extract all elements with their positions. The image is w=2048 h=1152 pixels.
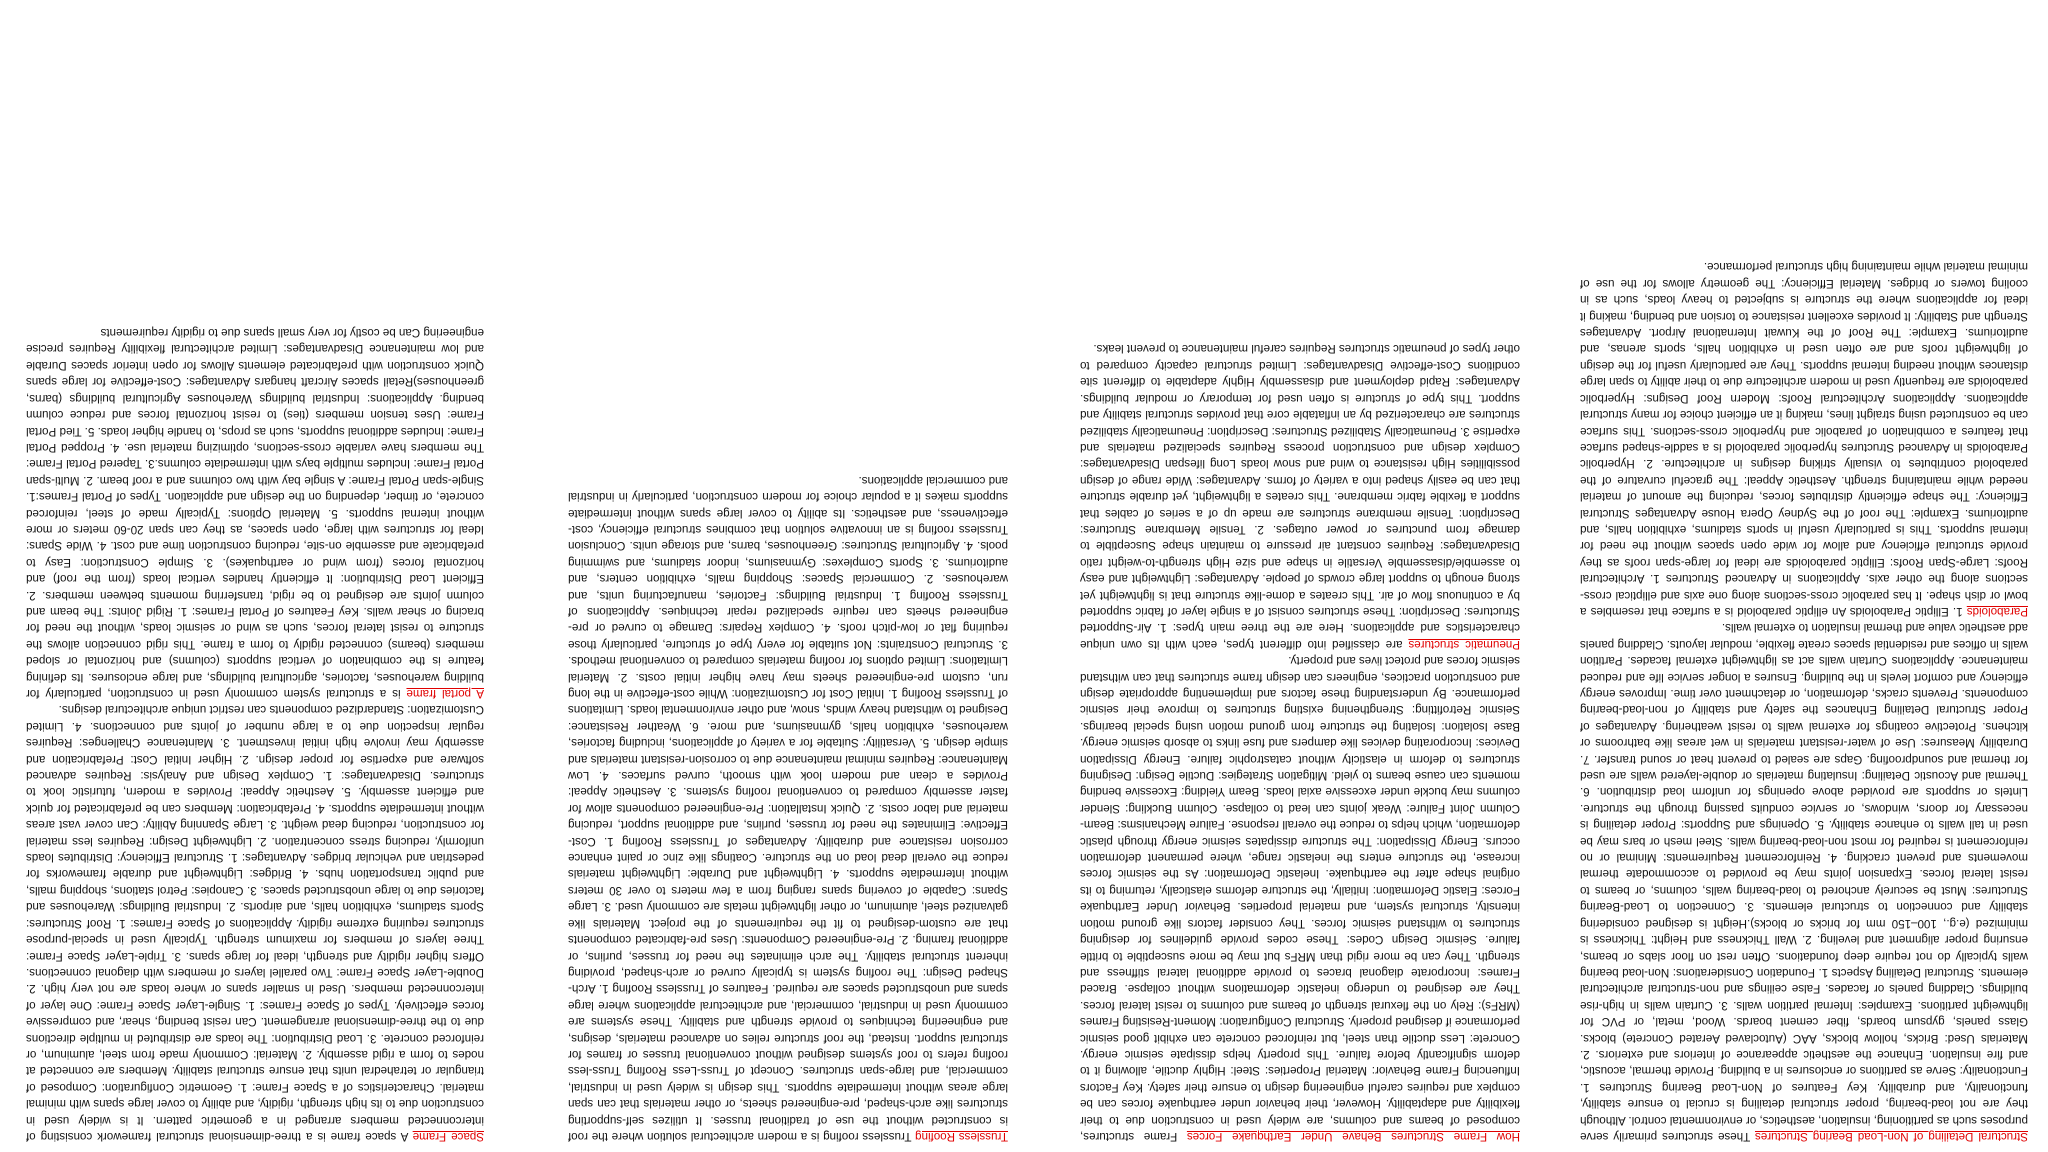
body-text: These structures primarily serve purposes such as partitioning, insulation, aesthetics, or environmental control. Although they are not load-bearing, proper structural detailing is crucial to ensure stability, functionality, and durability. Key Features of Non-Load Bearing Structures 1. Functionality: Serve as partitions or enclosures in a building. Provide thermal, acoustic, and fire insulation. Enhance the aesthetic appearance of interiors and exteriors. 2. Materials Used: Bricks, hollow blocks, AAC (Autoclaved Aerated Concrete) blocks. Glass panels, gypsum boards, fiber cement boards. Wood, metal, or PVC for lightweight partitions. Examples: Internal partition walls. 3. Curtain walls in high-rise buildings. Cladding panels or facades. False ceilings and non-structural architectural elements. Structural Detailing Aspects 1. Foundation Considerations: Non-load bearing walls typically do not require deep foundations. Often rest on floor slabs or beams, ensuring proper alignment and leveling. 2. Wall Thickness and Height: Thickness is minimized (e.g., 100–150 mm for bricks or blocks).Height is designed considering stability and connection to structural elements. 3. Connection to Load-Bearing Structures: Must be securely anchored to load-bearing walls, columns, or beams to resist lateral forces. Expansion joints may be provided to accommodate thermal movements and prevent cracking. 4. Reinforcement Requirements: Minimal or no reinforcement is required for most non-load-bearing walls. Steel mesh or bars may be used in tall walls to enhance stability. 5. Openings and Supports: Proper detailing is necessary for doors, windows, or service conduits passing through the structure. Lintels or supports are provided above openings for uniform load distribution. 6. Thermal and Acoustic Detailing: Insulating materials or double-layered walls are used for thermal and soundproofing. Gaps are sealed to prevent heat or sound transfer. 7. Durability Measures: Use of water-resistant materials in wet areas like bathrooms or kitchens. Protective coatings for external walls to resist weathering. Advantages of Proper Structural Detailing Enhances the safety and stability of non-load-bearing components. Prevents cracks, deformation, or detachment over time. Improves energy efficiency and comfort levels in the building. Ensures a longer service life and reduced maintenance. Applications Curtain walls act as lightweight external facades. Partition walls in offices and residential spaces create flexible, modular layouts. Cladding panels add aesthetic value and thermal insulation to external walls. [1580, 621, 2028, 1143]
heading: Trussless Roofing [915, 1130, 1008, 1143]
body-text: A space frame is a three-dimensional structural framework consisting of interconnected members arranged in a geometric pattern. It is widely used in construction due to its high strength, rigidity, and ability to cover large spans with minimal material. Characteristics of a Space Frame: 1. Geometric Configuration: Composed of triangular or tetrahedral units that ensure structural stability. Members are connected at nodes to form a rigid assembly. 2. Material: Commonly made from steel, aluminum, or reinforced concrete. 3. Load Distribution: The loads are distributed in multiple directions due to the three-dimensional arrangement. Can resist bending, shear, and compressive forces effectively. Types of Space Frames: 1. Single-Layer Space Frame: One layer of interconnected members. Used in smaller spans or where loads are not very high. 2. Double-Layer Space Frame: Two parallel layers of members with diagonal connections. Offers higher rigidity and strength, ideal for large spans. 3. Triple-Layer Space Frame: Three layers of members for maximum strength. Typically used in special-purpose structures requiring extreme rigidity. Applications of Space Frames: 1. Roof Structures: Sports stadiums, exhibition halls, and airports. 2. Industrial Buildings: Warehouses and factories due to large unobstructed spaces. 3. Canopies: Petrol stations, shopping malls, and public transportation hubs. 4. Bridges: Lightweight and durable frameworks for pedestrian and vehicular bridges. Advantages: 1. Structural Efficiency: Distributes loads uniformly, reducing stress concentration. 2. Lightweight Design: Requires less material for construction, reducing dead weight. 3. Large Spanning Ability: Can cover vast areas without intermediate supports. 4. Prefabrication: Members can be prefabricated for quick and efficient assembly. 5. Aesthetic Appeal: Provides a modern, futuristic look to structures. Disadvantages: 1. Complex Design and Analysis: Requires advanced software and expertise for proper design. 2. Higher Initial Cost: Prefabrication and assembly may involve high initial investment. 3. Maintenance Challenges: Requires regular inspection due to a large number of joints and connections. 4. Limited Customization: Standardized components can restrict unique architectural designs. [26, 703, 484, 1143]
section-pneumatic [1080, 340, 1520, 652]
body-text: Trussless roofing is a modern architectural solution where the roof is constructed without the use of traditional trusses. It utilizes self-supporting structures like arch-shaped, pre-engineered sheets, or other materials that can span large areas without intermediate supports. This design is widely used in industrial, commercial, and large-span structures. Concept of Truss-Less Roofing Truss-less roofing refers to roof systems designed without conventional trusses or frames for structural support. Instead, the roof structure relies on advanced materials, designs, and engineering techniques to provide strength and stability. These systems are commonly used in industrial, commercial, and architectural applications where large spans and unobstructed spaces are required. Features of Trussless Roofing 1. Arch-Shaped Design: The roofing system is typically curved or arch-shaped, providing inherent structural stability. The arch eliminates the need for trusses, purlins, or additional framing. 2. Pre-engineered Components: Uses pre-fabricated components that are custom-designed to fit the requirements of the project. Materials like galvanized steel, aluminum, or other lightweight metals are commonly used. 3. Large Spans: Capable of covering spans ranging from a few meters to over 30 meters without intermediate supports. 4. Lightweight and Durable: Lightweight materials reduce the overall dead load on the structure. Coatings like zinc or paint enhance corrosion resistance and durability. Advantages of Trussless Roofing 1. Cost-Effective: Eliminates the need for trusses, purlins, and additional support, reducing material and labor costs. 2. Quick Installation: Pre-engineered components allow for faster assembly compared to conventional roofing systems. 3. Aesthetic Appeal: Provides a clean and modern look with smooth, curved surfaces. 4. Low Maintenance: Requires minimal maintenance due to corrosion-resistant materials and simple design. 5. Versatility: Suitable for a variety of applications, including factories, warehouses, exhibition halls, gymnasiums, and more. 6. Weather Resistance: Designed to withstand heavy winds, snow, and other environmental loads. Limitations of Trussless Roofing 1. Initial Cost for Customization: While cost-effective in the long run, custom pre-engineered sheets may have higher initial costs. 2. Material Limitations: Limited options for roofing materials compared to conventional methods. 3. Structural Constraints: Not suitable for every type of structure, particularly those requiring flat or low-pitch roofs. 4. Complex Repairs: Damage to curved or pre-engineered sheets can require specialized repair techniques. Applications of Trussless Roofing 1. Industrial Buildings: Factories, manufacturing units, and warehouses. 2. Commercial Spaces: Shopping malls, exhibition centers, and auditoriums. 3. Sports Complexes: Gymnasiums, indoor stadiums, and swimming pools. 4. Agricultural Structures: Greenhouses, barns, and storage units. Conclusion Trussless roofing is an innovative solution that combines structural efficiency, cost-effectiveness, and aesthetics. Its ability to cover large spans without intermediate supports makes it a popular choice for modern construction, particularly in industrial and commercial applications. [568, 473, 1008, 1143]
heading: Pneumatic structures [1408, 637, 1520, 651]
body-text: Frame structures, composed of beams and columns, are widely used in construction due to their flexibility and adaptability. However, their behavior under earthquake forces can be complex and requires careful engineering design to ensure their safety. Key Factors Influencing Frame Behavior: Material Properties: Steel: Highly ductile, allowing it to deform significantly before failure. This property helps dissipate seismic energy. Concrete: Less ductile than steel, but reinforced concrete can exhibit good seismic performance if designed properly. Structural Configuration: Moment-Resisting Frames (MRFs): Rely on the flexural strength of beams and columns to resist lateral forces. They are designed to undergo inelastic deformations without collapse. Braced Frames: Incorporate diagonal braces to provide additional lateral stiffness and strength. They can be more rigid than MRFs but may be more susceptible to brittle failure. Seismic Design Codes: These codes provide guidelines for designing structures to withstand seismic forces. They consider factors like ground motion intensity, structural system, and material properties. Behavior Under Earthquake Forces: Elastic Deformation: Initially, the structure deforms elastically, returning to its original shape after the earthquake. Inelastic Deformation: As the seismic forces increase, the structure enters the inelastic range, where permanent deformation occurs. Energy Dissipation: The structure dissipates seismic energy through plastic deformation, which helps to reduce the overall response. Failure Mechanisms: Beam-Column Joint Failure: Weak joints can lead to collapse. Column Buckling: Slender columns may buckle under excessive axial loads. Beam Yielding: Excessive bending moments can cause beams to yield. Mitigation Strategies: Ductile Design: Designing structures to deform in elasticity without catastrophic failure. Energy Dissipation Devices: Incorporating devices like dampers and fuse links to absorb seismic energy. Base Isolation: Isolating the structure from ground motion using special bearings. Seismic Retrofitting: Strengthening existing structures to improve their seismic performance. By understanding these factors and implementing appropriate design and construction practices, engineers can design frame structures that can withstand seismic forces and protect lives and property. [1080, 654, 1520, 1143]
section-frame-earthquake [1080, 652, 1520, 1144]
section-portal-frame [26, 324, 484, 701]
column-2 [1080, 12, 1520, 1144]
column-3 [568, 12, 1008, 1144]
section-space-frame [26, 701, 484, 1144]
heading: Space Frame [412, 1130, 484, 1143]
section-non-load-bearing [1580, 619, 2028, 1144]
section-trussless-roofing [568, 471, 1008, 1144]
column-1 [1580, 12, 2028, 1144]
body-text: are classified into different types, each with its own unique characteristics and applications. Here are the three main types: 1. Air-Supported Structures: Description: These structures consist of a single layer of fabric supported by a continuous flow of air. This creates a dome-like structure that is lightweight yet strong enough to support large crowds of people. Advantages: Lightweight and easy to assemble/disassemble Versatile in shape and size High strength-to-weight ratio Disadvantages: Requires constant air pressure to maintain shape Susceptible to damage from punctures or power outages. 2. Tensile Membrane Structures: Description: Tensile membrane structures are made up of a series of cables that support a flexible fabric membrane. This creates a lightweight, yet durable structure that can be easily shaped into a variety of forms. Advantages: Wide range of design possibilities High resistance to wind and snow loads Long lifespan Disadvantages: Complex design and construction process Requires specialized materials and expertise 3. Pneumatically Stabilized Structures: Description: Pneumatically stabilized structures are characterized by an inflatable core that provides structural stability and support. This type of structure is often used for temporary or modular buildings. Advantages: Rapid deployment and disassembly Highly adaptable to different site conditions Cost-effective Disadvantages: Limited structural capacity compared to other types of pneumatic structures Requires careful maintenance to prevent leaks. [1080, 342, 1520, 651]
column-4 [26, 12, 484, 1144]
heading: Structural Detailing of Non-Load Bearing Structures [1754, 1130, 2028, 1143]
body-text: is a structural system commonly used in construction, particularly for building warehouses, factories, agricultural buildings, and large enclosures. Its defining feature is the combination of vertical supports (columns) and horizontal or sloped members (beams) connected rigidly to form a frame. This rigid connection allows the structure to resist lateral forces, such as wind or seismic loads, without the need for bracing or shear walls. Key Features of Portal Frames: 1. Rigid Joints: The beam and column joints are designed to be rigid, transferring moments between members. 2. Efficient Load Distribution: It efficiently handles vertical loads (from the roof) and horizontal forces (from wind or earthquakes). 3. Simple Construction: Easy to prefabricate and assemble on-site, reducing construction time and cost. 4. Wide Spans: Ideal for structures with large, open spaces, as they can span 20-60 meters or more without internal supports. 5. Material Options: Typically made of steel, reinforced concrete, or timber, depending on the design and application. Types of Portal Frames:1. Single-span Portal Frame: A single bay with two columns and a roof beam. 2. Multi-span Portal Frame: Includes multiple bays with intermediate columns.3. Tapered Portal Frame: The members have variable cross-sections, optimizing material use. 4. Propped Portal Frame: Includes additional supports, such as props, to handle higher loads. 5. Tied Portal Frame: Uses tension members (ties) to resist horizontal forces and reduce column bending. Applications: Industrial buildings Warehouses Agricultural buildings (barns, greenhouses)Retail spaces Aircraft hangars Advantages: Cost-effective for large spans Quick construction with prefabricated elements Allows for open interior spaces Durable and low maintenance Disadvantages: Limited architectural flexibility Requires precise engineering Can be costly for very small spans due to rigidity requirements [26, 326, 484, 701]
section-paraboloids [1580, 258, 2028, 619]
heading: A portal frame [406, 687, 484, 701]
heading: Paraboloids [1966, 605, 2028, 618]
heading: How Frame Structures Behave Under Earthquake Forces [1186, 1130, 1520, 1143]
body-text: 1. Elliptic Paraboloids An elliptic paraboloid is a surface that resembles a bowl or dish shape. It has parabolic cross-sections along one axis and elliptical cross-sections along the other axis. Applications in Advanced Structures 1. Architectural Roofs: Large-Span Roofs: Elliptic paraboloids are ideal for large-span roofs as they provide structural efficiency and allow for wide open spaces without the need for internal supports. This is particularly useful in sports stadiums, exhibition halls, and auditoriums. Example: The roof of the Sydney Opera House Advantages Structural Efficiency: The shape efficiently distributes forces, reducing the amount of material needed while maintaining strength. Aesthetic Appeal: The graceful curvature of the paraboloid contributes to visually striking designs in architecture. 2. Hyperbolic Paraboloids in Advanced Structures hyperbolic paraboloid is a saddle-shaped surface that features a combination of parabolic and hyperbolic cross-sections. This surface can be constructed using straight lines, making it an efficient choice for many structural applications. Applications Architectural Roofs: Modern Roof Designs: Hyperbolic paraboloids are frequently used in modern architecture due to their ability to span large distances without needing internal supports. They are particularly useful for the design of lightweight roofs and are often used in exhibition halls, sports arenas, and auditoriums. Example: The Roof of the Kuwait International Airport. Advantages Strength and Stability: It provides excellent resistance to torsion and bending, making it ideal for applications where the structure is subjected to heavy loads, such as in cooling towers or bridges. Material Efficiency: The geometry allows for the use of minimal material while maintaining high structural performance. [1580, 260, 2028, 618]
